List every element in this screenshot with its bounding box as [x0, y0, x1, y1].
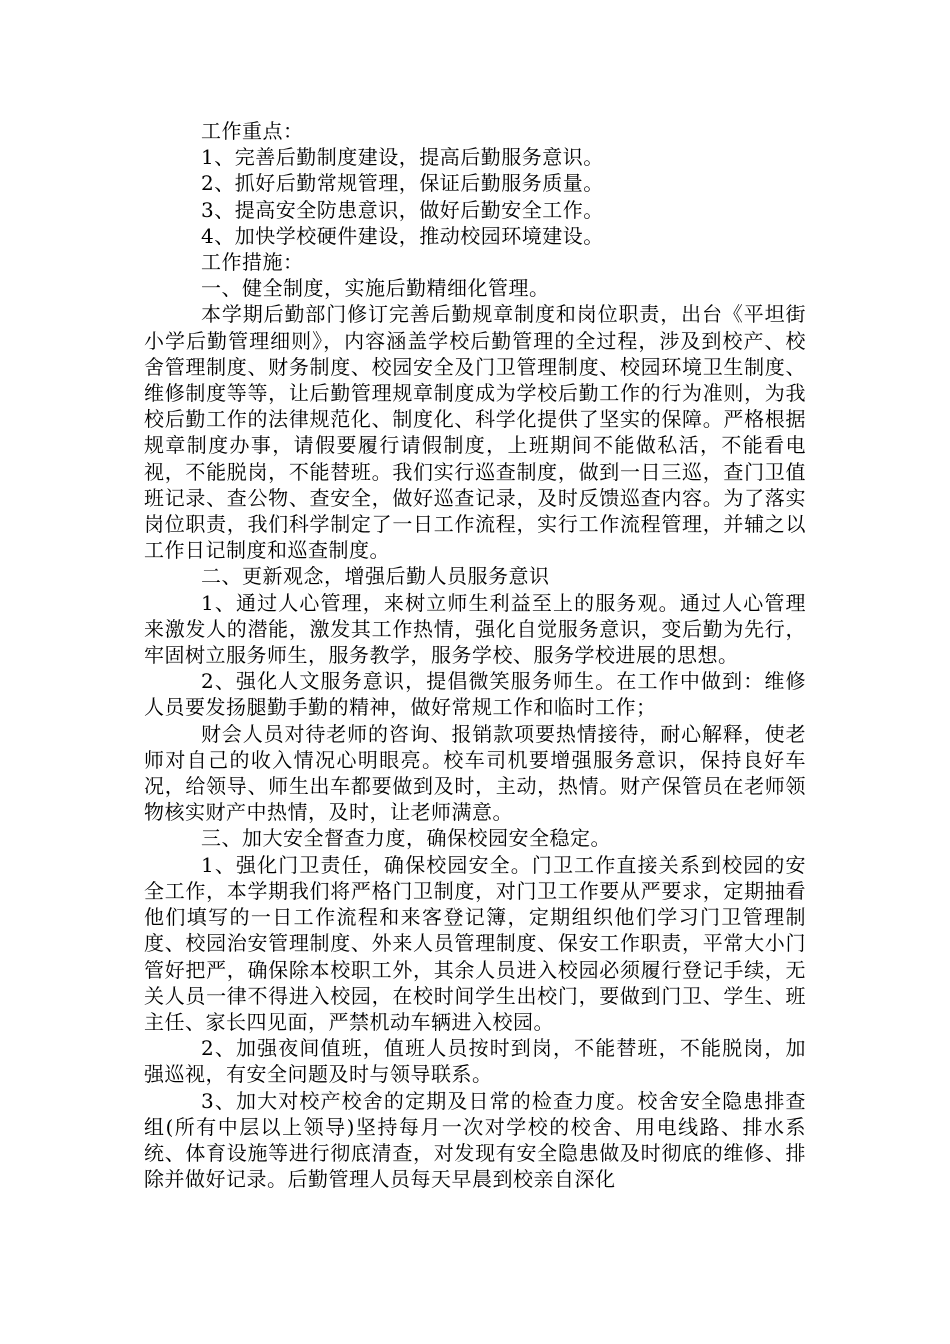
body-paragraph: 2、强化人文服务意识，提倡微笑服务师生。在工作中做到：维修人员要发扬腿勤手勤的精神，做好常规工作和临时工作； — [144, 669, 806, 720]
body-paragraph: 1、通过人心管理，来树立师生利益至上的服务观。通过人心管理来激发人的潜能，激发其工作热情，强化自觉服务意识，变后勤为先行，牢固树立服务师生，服务教学，服务学校、服务学校进展的思想。 — [144, 590, 806, 668]
body-paragraph: 3、加大对校产校舍的定期及日常的检查力度。校舍安全隐患排查组(所有中层以上领导)坚持每月一次对学校的校舍、用电线路、排水系统、体育设施等进行彻底清查，对发现有安全隐患做及时彻底的维修、排除并做好记录。后勤管理人员每天早晨到校亲自深化 — [144, 1088, 806, 1192]
key-point-2: 2、抓好后勤常规管理，保证后勤服务质量。 — [201, 171, 604, 196]
body-paragraph: 财会人员对待老师的咨询、报销款项要热情接待，耐心解释，使老师对自己的收入情况心明眼亮。校车司机要增强服务意识，保持良好车况，给领导、师生出车都要做到及时，主动，热情。财产保管员在老师领物核实财产中热情，及时，让老师满意。 — [144, 721, 806, 825]
section-heading-3: 三、加大安全督查力度，确保校园安全稳定。 — [201, 826, 611, 851]
section-heading-1: 一、健全制度，实施后勤精细化管理。 — [201, 276, 550, 301]
body-paragraph: 1、强化门卫责任，确保校园安全。门卫工作直接关系到校园的安全工作，本学期我们将严格门卫制度，对门卫工作要从严要求，定期抽看他们填写的一日工作流程和来客登记簿，定期组织他们学习门卫管理制度、校园治安管理制度、外来人员管理制度、保安工作职责，平常大小门管好把严，确保除本校职工外，其余人员进入校园必须履行登记手续，无关人员一律不得进入校园，在校时间学生出校门，要做到门卫、学生、班主任、家长四见面，严禁机动车辆进入校园。 — [144, 852, 806, 1034]
heading-key-points: 工作重点： — [201, 119, 304, 143]
key-point-4: 4、加快学校硬件建设，推动校园环境建设。 — [201, 223, 604, 248]
body-paragraph: 本学期后勤部门修订完善后勤规章制度和岗位职责，出台《平坦街小学后勤管理细则》，内容涵盖学校后勤管理的全过程，涉及到校产、校舍管理制度、财务制度、校园安全及门卫管理制度、校园环境卫生制度、维修制度等等，让后勤管理规章制度成为学校后勤工作的行为准则，为我校后勤工作的法律规范化、制度化、科学化提供了坚实的保障。严格根据规章制度办事，请假要履行请假制度，上班期间不能做私活，不能看电视，不能脱岗，不能替班。我们实行巡查制度，做到一日三巡，查门卫值班记录、查公物、查安全，做好巡查记录，及时反馈巡查内容。为了落实岗位职责，我们科学制定了一日工作流程，实行工作流程管理，并辅之以工作日记制度和巡查制度。 — [144, 302, 806, 563]
key-point-1: 1、完善后勤制度建设，提高后勤服务意识。 — [201, 145, 604, 170]
body-paragraph: 2、加强夜间值班，值班人员按时到岗，不能替班，不能脱岗，加强巡视，有安全问题及时与领导联系。 — [144, 1036, 806, 1087]
document-page — [144, 118, 806, 1192]
section-heading-2: 二、更新观念，增强后勤人员服务意识 — [201, 564, 550, 589]
heading-measures: 工作措施： — [201, 250, 304, 275]
key-point-3: 3、提高安全防患意识，做好后勤安全工作。 — [201, 197, 604, 222]
